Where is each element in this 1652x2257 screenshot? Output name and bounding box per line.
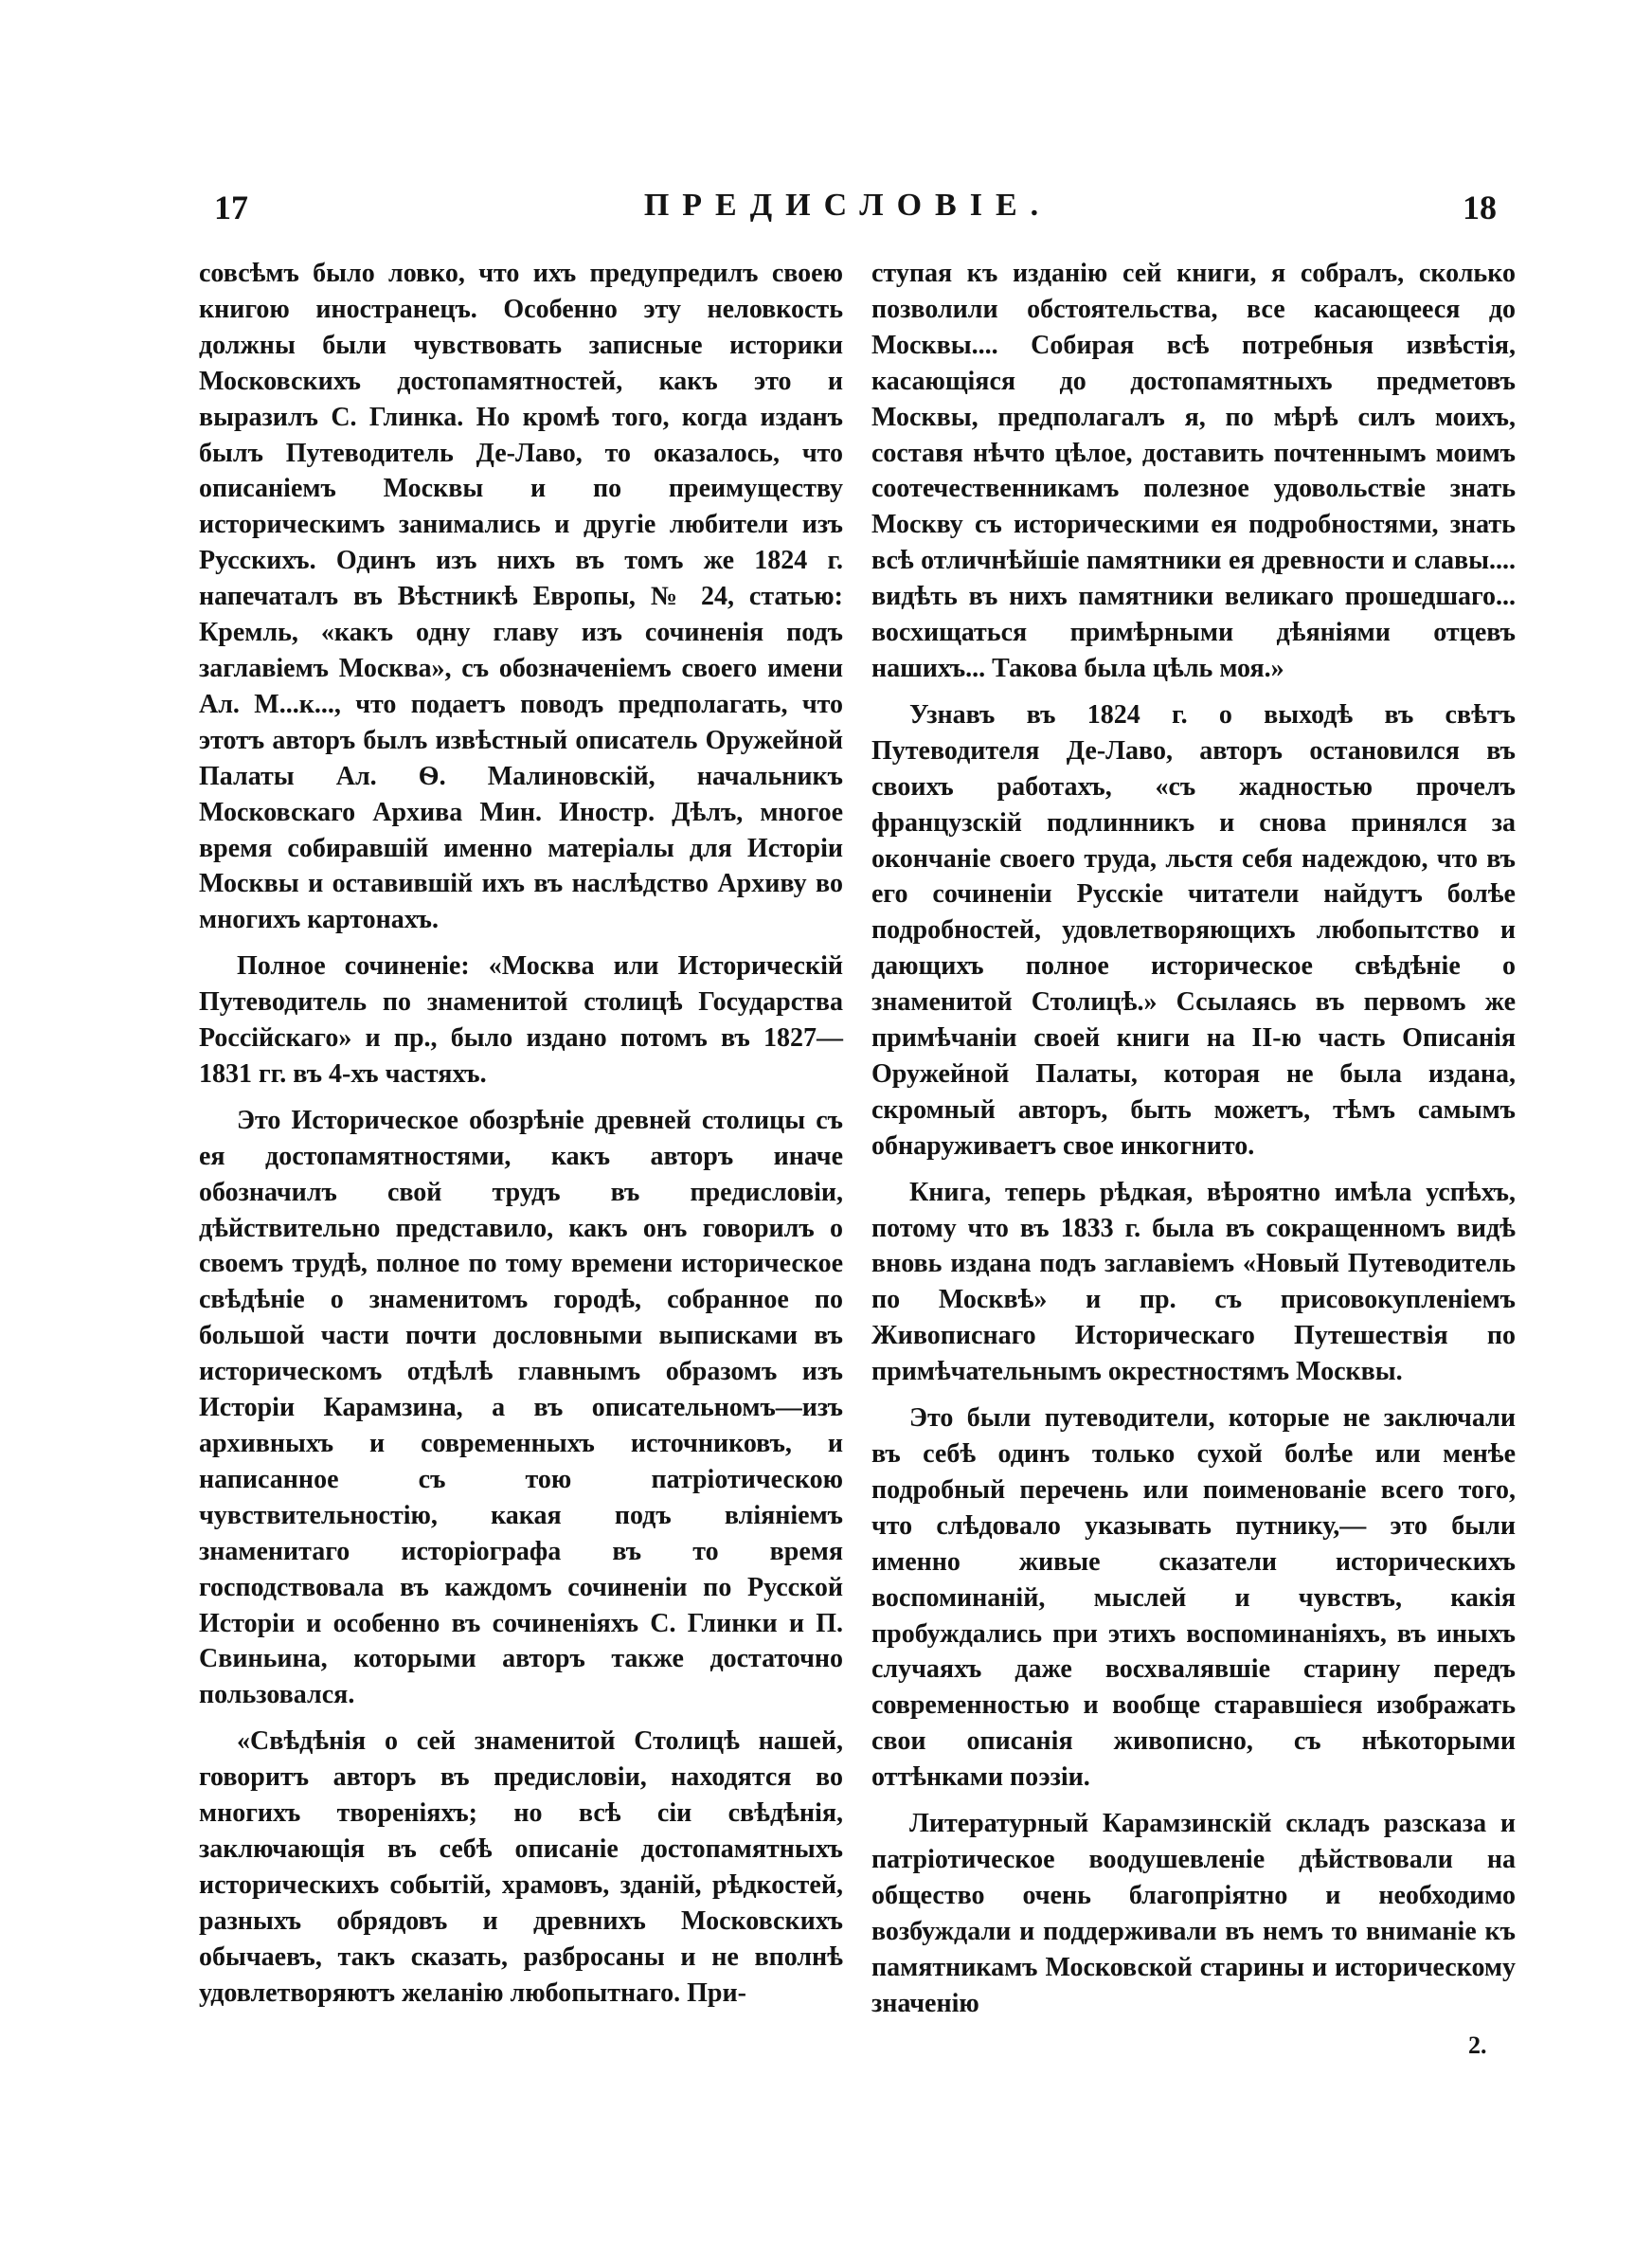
paragraph: Книга, теперь рѣдкая, вѣроятно имѣла успѣхъ, потому что въ 1833 г. была въ сокращенномъ видѣ вновь издана подъ заглавіемъ «Новый Путеводитель по Москвѣ» и пр. съ присовокупленіемъ Живописнаго Историческаго Путешествія по примѣчательнымъ окрестностямъ Москвы. (871, 1177, 1516, 1387)
paragraph: Литературный Карамзинскій складъ разсказа и патріотическое воодушевленіе дѣйствовали на общество очень благопріятно и необходимо возбуждали и поддерживали въ немъ то вниманіе къ памятникамъ Московской старины и историческому значенію (871, 1809, 1516, 2018)
paragraph: Узнавъ въ 1824 г. о выходѣ въ свѣтъ Путеводителя Де-Лаво, авторъ остановился въ своихъ работахъ, «съ жадностью прочелъ французскій подлинникъ и снова принялся за окончаніе своего труда, льстя себя надеждою, что въ его сочиненіи Русскіе читатели найдутъ болѣе подробностей, удовлетворяющихъ любопытство и дающихъ полное историческое свѣдѣніе о знаменитой Столицѣ.» Ссылаясь въ первомъ же примѣчаніи своей книги на II-ю часть Описанія Оружейной Палаты, которая не была издана, скромный авторъ, быть можетъ, тѣмъ самымъ обнаруживаетъ свое инкогнито. (871, 699, 1516, 1161)
page-header (199, 188, 1497, 231)
paragraph: совсѣмъ было ловко, что ихъ предупредилъ своею книгою иностранецъ. Особенно эту неловкость должны были чувствовать записные историки Московскихъ достопамятностей, какъ это и выразилъ С. Глинка. Но кромѣ того, когда изданъ былъ Путеводитель Де-Лаво, то оказалось, что описаніемъ Москвы и по преимуществу историческимъ занимались и другіе любители изъ Русскихъ. Одинъ изъ нихъ въ томъ же 1824 г. напечаталъ въ Вѣстникѣ Европы, № 24, статью: Кремль, «какъ одну главу изъ сочиненія подъ заглавіемъ Москва», съ обозначеніемъ своего имени Ал. М...к..., что подаетъ поводъ предполагать, что этотъ авторъ былъ извѣстный описатель Оружейной Палаты Ал. Ѳ. Малиновскій, начальникъ Московскаго Архива Мин. Иностр. Дѣлъ, многое время собиравшій именно матеріалы для Исторіи Москвы и оставившій ихъ въ наслѣдство Архиву во многихъ картонахъ. (199, 259, 843, 935)
paragraph: Это были путеводители, которые не заключали въ себѣ одинъ только сухой болѣе или менѣе подробный перечень или поименованіе всего того, что слѣдовало указывать путнику,— это были именно живые сказатели историческихъ воспоминаній, мыслей и чувствъ, какія пробуждались при этихъ воспоминаніяхъ, въ иныхъ случаяхъ даже восхвалявшіе старину передъ современностью и вообще старавшіеся изображать свои описанія живописно, съ нѣкоторыми оттѣнками поэзіи. (871, 1403, 1516, 1793)
signature-mark: 2. (1468, 2031, 1487, 2059)
paragraph: ступая къ изданію сей книги, я собралъ, сколько позволили обстоятельства, все касающееся до Москвы.... Собирая всѣ потребныя извѣстія, касающіяся до достопамятныхъ предметовъ Москвы, предполагалъ я, по мѣрѣ силъ моихъ, составя нѣчто цѣлое, доставить почтеннымъ моимъ соотечественникамъ полезное удовольствіе знать Москву съ историческими ея подробностями, знать всѣ отличнѣйшіе памятники ея древности и славы.... видѣть въ нихъ памятники великаго прошедшаго... восхищаться примѣрными дѣяніями отцевъ нашихъ... Такова была цѣль моя.» (871, 259, 1516, 683)
page-number-right: 18 (1463, 189, 1497, 226)
paragraph: «Свѣдѣнія о сей знаменитой Столицѣ нашей, говоритъ авторъ въ предисловіи, находятся во многихъ твореніяхъ; но всѣ сіи свѣдѣнія, заключающія въ себѣ описаніе достопамятныхъ историческихъ событій, храмовъ, зданій, рѣдкостей, разныхъ обрядовъ и древнихъ Московскихъ обычаевъ, такъ сказать, разбросаны и не вполнѣ удовлетворяютъ желанію любопытнаго. При- (199, 1726, 843, 2008)
running-title: ПРЕДИСЛОВІЕ. (643, 188, 1052, 223)
paragraph: Полное сочиненіе: «Москва или Историческій Путеводитель по знаменитой столицѣ Государства Россійскаго» и пр., было издано потомъ въ 1827—1831 гг. въ 4-хъ частяхъ. (199, 951, 843, 1089)
paragraph: Это Историческое обозрѣніе древней столицы съ ея достопамятностями, какъ авторъ иначе обозначилъ свой трудъ въ предисловіи, дѣйствительно представило, какъ онъ говорилъ о своемъ трудѣ, полное по тому времени историческое свѣдѣніе о знаменитомъ городѣ, собранное по большой части почти дословными выписками въ историческомъ отдѣлѣ главнымъ образомъ изъ Исторіи Карамзина, а въ описательномъ—изъ архивныхъ и современныхъ источниковъ, и написанное съ тою патріотическою чувствительностію, какая подъ вліяніемъ знаменитаго исторіографа въ то время господствовала въ каждомъ сочиненіи по Русской Исторіи и особенно въ сочиненіяхъ С. Глинки и П. Свиньина, которыми авторъ также достаточно пользовался. (199, 1105, 843, 1710)
left-column (199, 256, 843, 2022)
page-number-left: 17 (214, 189, 248, 226)
right-column (871, 256, 1516, 2032)
